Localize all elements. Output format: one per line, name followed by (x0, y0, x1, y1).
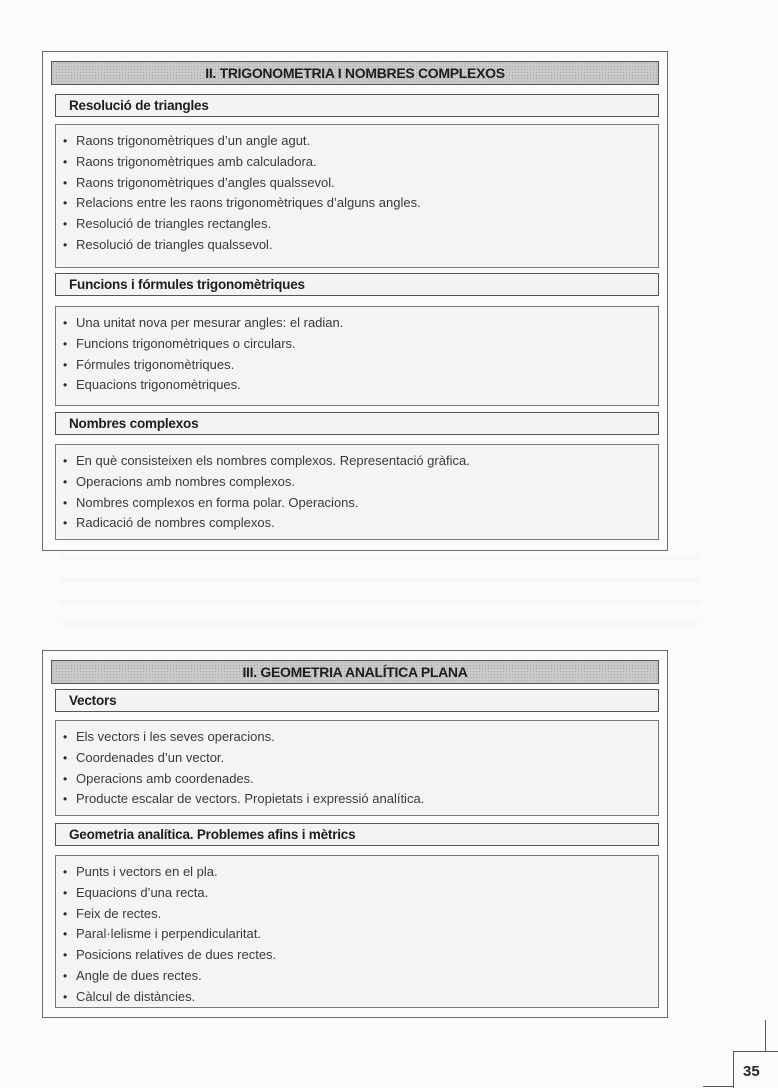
bullet-icon: • (63, 217, 68, 232)
list-item: • Operacions amb coordenades. (63, 769, 658, 790)
list-item: • Fórmules trigonomètriques. (63, 355, 658, 376)
list-item: • Posicions relatives de dues rectes. (63, 945, 658, 966)
bullet-icon: • (63, 750, 68, 765)
bullet-icon: • (63, 906, 68, 921)
bullet-icon: • (63, 474, 68, 489)
section-heading-resolucio-triangles: Resolució de triangles (55, 94, 659, 117)
bullet-icon: • (63, 989, 68, 1004)
bullet-icon: • (63, 237, 68, 252)
bullet-icon: • (63, 495, 68, 510)
bullet-icon: • (63, 336, 68, 351)
section-heading-nombres-complexos: Nombres complexos (55, 412, 659, 435)
bullet-icon: • (63, 948, 68, 963)
bullet-icon: • (63, 885, 68, 900)
list-item: • Raons trigonomètriques d’angles qualssevol. (63, 173, 658, 194)
list-item: • Una unitat nova per mesurar angles: el radian. (63, 313, 658, 334)
list-item: • Funcions trigonomètriques o circulars. (63, 334, 658, 355)
section-list-nombres-complexos (55, 444, 659, 540)
list-item: • Resolució de triangles rectangles. (63, 214, 658, 235)
bullet-icon: • (63, 316, 68, 330)
bullet-icon: • (63, 968, 68, 983)
bullet-icon: • (63, 927, 68, 942)
list-item: • En què consisteixen els nombres complexos. Representació gràfica. (63, 451, 658, 472)
list-item: • Radicació de nombres complexos. (63, 513, 658, 534)
unit-trigonometria (42, 51, 668, 551)
list-item: • Raons trigonomètriques amb calculadora. (63, 152, 658, 173)
list-item: • Feix de rectes. (63, 904, 658, 925)
list-item: • Equacions d’una recta. (63, 883, 658, 904)
list-item: • Paral·lelisme i perpendicularitat. (63, 924, 658, 945)
list-item: • Resolució de triangles qualssevol. (63, 235, 658, 256)
list-item: • Angle de dues rectes. (63, 966, 658, 987)
list-item: • Raons trigonomètriques d’un angle agut. (63, 131, 658, 152)
section-heading-vectors: Vectors (55, 689, 659, 712)
bullet-icon: • (63, 378, 68, 393)
bullet-icon: • (63, 196, 68, 211)
section-list-funcions-formules (55, 306, 659, 406)
bullet-icon: • (63, 771, 68, 786)
list-item: • Equacions trigonomètriques. (63, 375, 658, 396)
list-item: • Producte escalar de vectors. Propietats i expressió analítica. (63, 789, 658, 810)
bullet-icon: • (63, 730, 68, 744)
page-number: 35 (743, 1063, 760, 1080)
show-through-texture (60, 556, 700, 636)
list-item: • Punts i vectors en el pla. (63, 862, 658, 883)
bullet-icon: • (63, 516, 68, 531)
bullet-icon: • (63, 154, 68, 169)
unit-title: III. GEOMETRIA ANALÍTICA PLANA (51, 660, 659, 684)
bullet-icon: • (63, 865, 68, 879)
bullet-icon: • (63, 175, 68, 190)
bullet-icon: • (63, 357, 68, 372)
unit-title: II. TRIGONOMETRIA I NOMBRES COMPLEXOS (51, 61, 659, 85)
list-item: • Operacions amb nombres complexos. (63, 472, 658, 493)
section-heading-geometria-analitica: Geometria analítica. Problemes afins i mètrics (55, 823, 659, 846)
page-corner-line (765, 1020, 778, 1051)
section-list-vectors (55, 720, 659, 816)
list-item: • Relacions entre les raons trigonomètriques d’alguns angles. (63, 193, 658, 214)
list-item: • Els vectors i les seves operacions. (63, 727, 658, 748)
list-item: • Coordenades d’un vector. (63, 748, 658, 769)
list-item: • Càlcul de distàncies. (63, 987, 658, 1008)
section-heading-funcions-formules: Funcions i fórmules trigonomètriques (55, 273, 659, 296)
bullet-icon: • (63, 134, 68, 148)
bullet-icon: • (63, 454, 68, 468)
unit-geometria (42, 650, 668, 1018)
list-item: • Nombres complexos en forma polar. Operacions. (63, 493, 658, 514)
section-list-resolucio-triangles (55, 124, 659, 268)
section-list-geometria-analitica (55, 855, 659, 1008)
bullet-icon: • (63, 792, 68, 807)
